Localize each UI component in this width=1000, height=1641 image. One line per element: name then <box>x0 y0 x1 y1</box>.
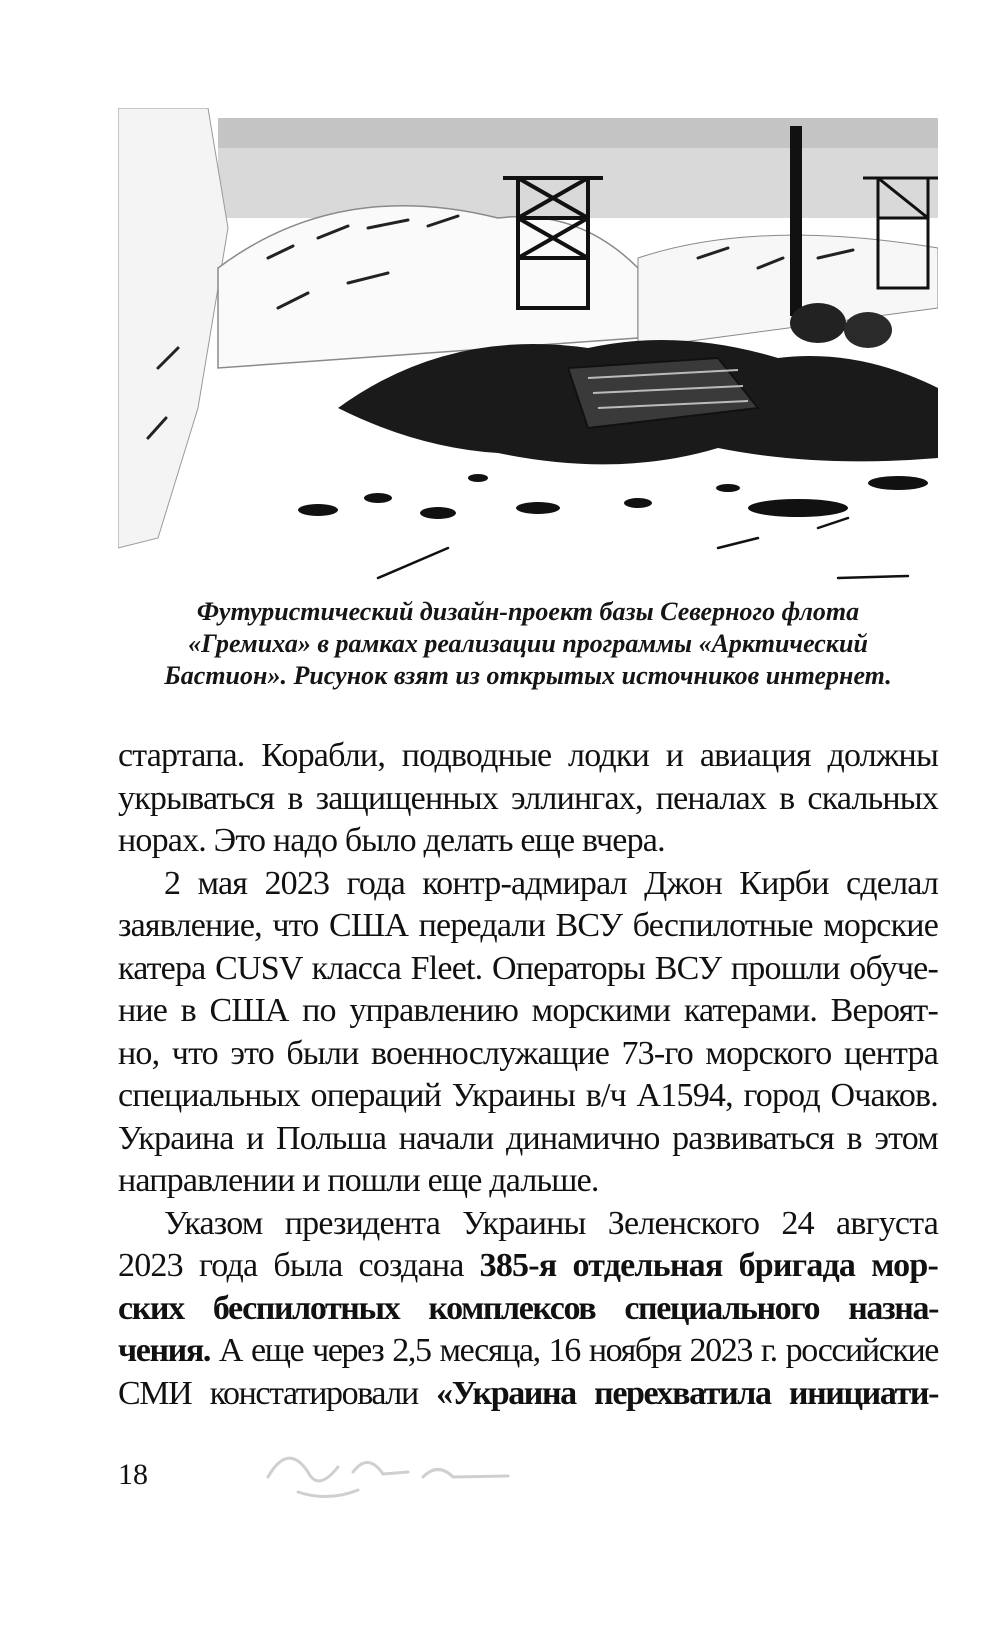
text-line: укрываться в защищенных эллингах, пеналах в скальных <box>118 779 938 817</box>
text-line: специальных операций Украины в/ч А1594, город Очаков. <box>118 1077 938 1114</box>
text-line: норах. Это надо было делать еще вчера. <box>118 822 665 859</box>
text-line <box>118 1330 938 1373</box>
text-line: стартапа. Корабли, подводные лодки и авиация должны <box>118 737 938 774</box>
text-plain: СМИ констатировали <box>118 1374 437 1412</box>
text-line <box>118 1245 938 1288</box>
text-line: направлении и пошли еще дальше. <box>118 1162 599 1199</box>
text-bold: 385-я отдельная бригада мор- <box>479 1247 938 1284</box>
figure-image <box>118 108 938 580</box>
text-line: ских беспилотных комплексов специального назна- <box>118 1289 938 1327</box>
text-line: ние в США по управлению морскими катерами. Вероят- <box>118 992 938 1029</box>
smudge-graphic <box>258 1432 538 1512</box>
text-line: Указом президента Украины Зеленского 24 августа <box>164 1204 938 1242</box>
page-number: 18 <box>118 1458 148 1491</box>
text-line: но, что это были военнослужащие 73-го морского центра <box>118 1034 938 1072</box>
figure-caption <box>118 596 938 692</box>
caption-line: Бастион». Рисунок взят из открытых источников интернет. <box>164 661 892 690</box>
text-plain: 2023 года была создана <box>118 1247 480 1284</box>
arctic-base-illustration <box>118 108 938 580</box>
body-text <box>118 735 938 1415</box>
text-bold: чения. <box>118 1332 210 1369</box>
text-plain: А еще через 2,5 месяца, 16 ноября 2023 г. российские <box>209 1332 938 1369</box>
caption-line: «Гремиха» в рамках реализации программы «Арктический <box>188 629 868 658</box>
text-line: Украина и Польша начали динамично развиваться в этом <box>118 1119 938 1157</box>
ink-smudge <box>258 1432 538 1512</box>
text-line <box>118 1373 938 1416</box>
text-line: 2 мая 2023 года контр-адмирал Джон Кирби сделал <box>164 864 938 902</box>
text-bold: «Украина перехватила инициати- <box>436 1374 939 1412</box>
text-line: заявление, что США передали ВСУ беспилотные морские <box>118 907 938 944</box>
caption-line: Футуристический дизайн-проект базы Северного флота <box>196 597 860 626</box>
text-line: катера CUSV класса Fleet. Операторы ВСУ прошли обуче- <box>118 949 938 987</box>
